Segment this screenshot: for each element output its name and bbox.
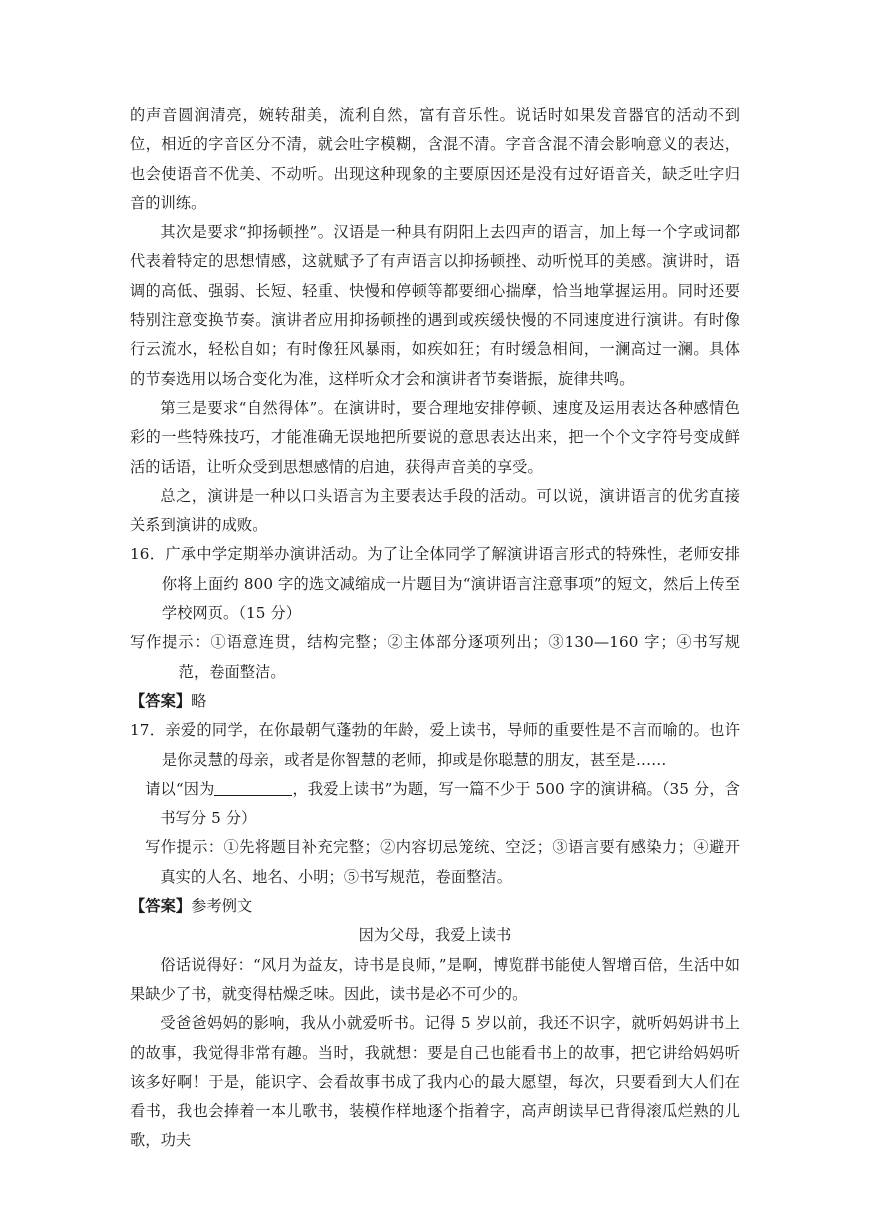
question-17-hint: 写作提示：①先将题目补充完整；②内容切忌笼统、空泛；③语言要有感染力；④避开真实的人名、地名、小明；⑤书写规范，卷面整洁。 xyxy=(145,838,740,886)
question-17: 17．亲爱的同学，在你最朝气蓬勃的年龄，爱上读书，导师的重要性是不言而喻的。也许是你灵慧的母亲，或者是你智慧的老师，抑或是你聪慧的朋友，甚至是…… xyxy=(130,721,740,769)
question-16: 16．广承中学定期举办演讲活动。为了让全体同学了解演讲语言形式的特殊性，老师安排你将上面约 800 字的选文减缩成一片题目为“演讲语言注意事项”的短文，然后上传至学校网页。（15 分） xyxy=(130,545,740,623)
paragraph-voice-quality: 的声音圆润清亮，婉转甜美，流利自然，富有音乐性。说话时如果发音器官的活动不到位，相近的字音区分不清，就会吐字模糊，含混不清。字音含混不清会影响意义的表达，也会使语音不优美、不动听。出现这种现象的主要原因还是没有过好语音关，缺乏吐字归音的训练。 xyxy=(130,106,740,212)
question-17-prompt xyxy=(130,775,740,834)
answer-text: 参考例文 xyxy=(191,897,253,916)
paragraph-summary: 总之，演讲是一种以口头语言为主要表达手段的活动。可以说，演讲语言的优劣直接关系到演讲的成败。 xyxy=(130,486,740,535)
essay-paragraph-1: 俗话说得好：“风月为益友，诗书是良师，”是啊，博览群书能使人智增百倍，生活中如果缺少了书，就变得枯燥乏味。因此，读书是必不可少的。 xyxy=(130,955,740,1003)
prompt-before: 请以“因为 xyxy=(145,779,215,798)
fill-blank xyxy=(214,780,292,796)
answer-label: 【答案】 xyxy=(130,691,192,710)
paragraph-natural: 第三是要求“自然得体”。在演讲时，要合理地安排停顿、速度及运用表达各种感情色彩的一些特殊技巧，才能准确无误地把所要说的意思表达出来，把一个个文字符号变成鲜活的话语，让听众受到思想感情的启迪，获得声音美的享受。 xyxy=(130,398,740,476)
question-16-hint: 写作提示：①语意连贯，结构完整；②主体部分逐项列出；③130—160 字；④书写规范，卷面整洁。 xyxy=(130,633,740,681)
answer-label: 【答案】 xyxy=(130,897,192,916)
essay-title: 因为父母，我爱上读书 xyxy=(358,926,512,945)
essay-paragraph-2: 受爸爸妈妈的影响，我从小就爱听书。记得 5 岁以前，我还不识字，就听妈妈讲书上的故事，我觉得非常有趣。当时，我就想：要是自己也能看书上的故事，把它讲给妈妈听该多好啊！于是，能识字、会看故事书成了我内心的最大愿望，每次，只要看到大人们在看书，我也会捧着一本儿歌书，装模作样地逐个指着字，高声朗读早已背得滚瓜烂熟的儿歌，功夫 xyxy=(130,1014,740,1150)
question-16-answer xyxy=(130,687,740,716)
answer-text: 略 xyxy=(191,691,207,710)
document-body xyxy=(130,101,740,1156)
question-17-answer xyxy=(130,892,740,921)
paragraph-cadence: 其次是要求“抑扬顿挫”。汉语是一种具有阴阳上去四声的语言，加上每一个字或词都代表着特定的思想情感，这就赋予了有声语言以抑扬顿挫、动听悦耳的美感。演讲时，语调的高低、强弱、长短、轻重、快慢和停顿等都要细心揣摩，恰当地掌握运用。同时还要特别注意变换节奏。演讲者应用抑扬顿挫的遇到或疾缓快慢的不同速度进行演讲。有时像行云流水，轻松自如；有时像狂风暴雨，如疾如狂；有时缓急相间，一澜高过一澜。具体的节奏选用以场合变化为准，这样听众才会和演讲者节奏谐振，旋律共鸣。 xyxy=(130,223,740,388)
prompt-after: ，我爱上读书”为题，写一篇不少于 500 字的演讲稿。（35 分，含书写分 5 分） xyxy=(160,779,740,828)
